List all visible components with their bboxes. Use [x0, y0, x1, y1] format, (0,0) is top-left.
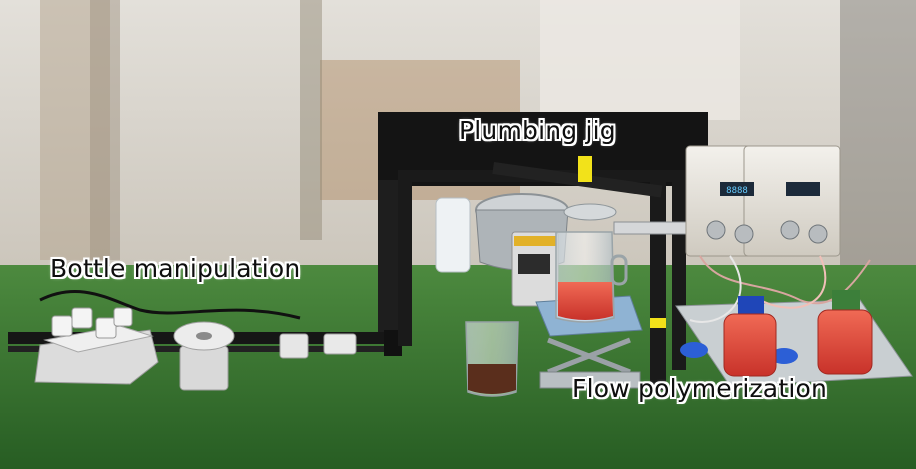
wall-window — [540, 0, 740, 120]
yellow-tape-post — [650, 318, 666, 328]
stirrer-label — [514, 236, 556, 246]
red-bottle-1 — [724, 314, 776, 376]
side-arm — [614, 222, 690, 234]
red-bottle-2-neck — [832, 290, 860, 312]
bottle-manipulation-label: Bottle manipulation — [50, 254, 301, 283]
wall-column-2 — [300, 0, 322, 240]
plumbing-jig-label: Plumbing jig — [459, 116, 616, 145]
small-beaker-liquid — [468, 364, 516, 394]
wall-dark-right — [840, 0, 916, 300]
pump-1-valve — [707, 221, 725, 239]
beaker-lid — [564, 204, 616, 220]
rail-block-2 — [324, 334, 356, 354]
gripper-disk-center — [196, 332, 212, 340]
vial-1 — [52, 316, 72, 336]
vial-2 — [72, 308, 92, 328]
frame-post-right-2 — [672, 170, 686, 370]
frame-post-right — [650, 170, 666, 390]
wall-column — [90, 0, 120, 260]
red-bottle-2 — [818, 310, 872, 374]
beaker-red-liquid — [558, 282, 613, 320]
pump-2-valve — [781, 221, 799, 239]
stirrer-screen — [518, 254, 550, 274]
frame-post-left — [398, 176, 412, 346]
gripper-body — [180, 346, 228, 390]
pump-display-text: 8888 — [726, 186, 748, 196]
blue-cap-1 — [680, 342, 708, 358]
pump-1-valve-2 — [735, 225, 753, 243]
yellow-tape-top — [578, 156, 592, 182]
red-bottle-1-neck — [738, 296, 764, 316]
flow-polymerization-label: Flow polymerization — [572, 374, 828, 403]
bottle-white — [436, 198, 470, 272]
vial-3 — [96, 318, 116, 338]
pump-2-valve-2 — [809, 225, 827, 243]
rail-block-1 — [280, 334, 308, 358]
pump-2-display — [786, 182, 820, 196]
backboard-lower — [378, 180, 400, 340]
vial-4 — [114, 308, 132, 326]
